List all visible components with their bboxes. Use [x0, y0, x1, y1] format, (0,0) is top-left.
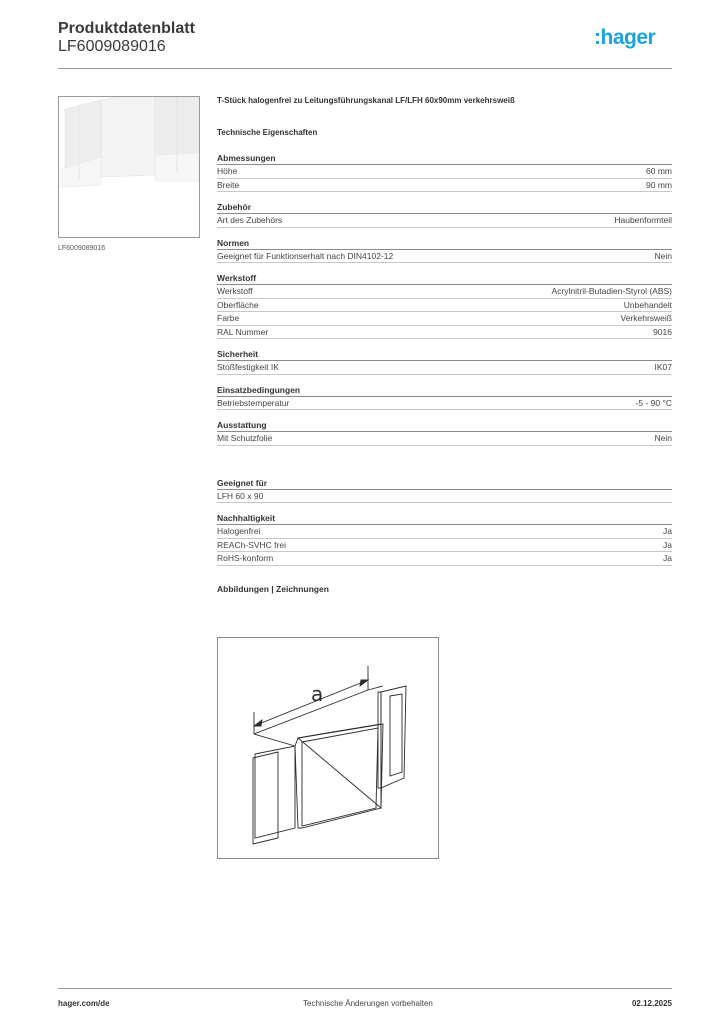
property-value: Ja — [663, 539, 672, 550]
image-caption: LF6009089016 — [58, 245, 106, 252]
property-row — [217, 312, 672, 326]
property-value: Nein — [654, 433, 672, 443]
property-label: Halogenfrei — [217, 526, 261, 536]
header-divider — [58, 68, 672, 69]
technical-drawing — [217, 637, 439, 859]
sustainability-section — [217, 513, 672, 566]
property-label: Mit Schutzfolie — [217, 433, 273, 443]
property-group — [217, 273, 672, 339]
property-row — [217, 285, 672, 299]
group-title: Geeignet für — [217, 478, 672, 490]
property-label: RoHS-konform — [217, 553, 274, 563]
property-row — [217, 250, 672, 264]
property-value: Verkehrsweiß — [620, 313, 672, 323]
product-image — [58, 96, 200, 238]
property-value: Haubenformteil — [614, 215, 672, 225]
group-title: Ausstattung — [217, 420, 672, 432]
footer-notice: Technische Änderungen vorbehalten — [303, 999, 433, 1008]
hager-logo-mark — [594, 27, 672, 49]
group-title: Normen — [217, 238, 672, 250]
property-row — [217, 361, 672, 375]
group-title: Sicherheit — [217, 349, 672, 361]
property-label: REACh-SVHC frei — [217, 539, 286, 550]
property-label: RAL Nummer — [217, 326, 269, 337]
property-group — [217, 238, 672, 264]
group-title: Abmessungen — [217, 153, 672, 165]
content — [217, 96, 672, 594]
property-label: Stoßfestigkeit IK — [217, 362, 279, 372]
property-value: IK07 — [654, 362, 672, 372]
group-title: Zubehör — [217, 202, 672, 214]
property-row — [217, 490, 672, 504]
property-row — [217, 539, 672, 553]
suitable-for-section — [217, 478, 672, 504]
property-label: Höhe — [217, 166, 238, 176]
property-value: -5 - 90 °C — [635, 397, 672, 408]
property-value: Ja — [663, 526, 672, 536]
property-group — [217, 385, 672, 411]
property-group — [217, 349, 672, 375]
group-title: Einsatzbedingungen — [217, 385, 672, 397]
property-label: Art des Zubehörs — [217, 215, 283, 225]
property-value: 9016 — [653, 326, 672, 337]
property-row — [217, 326, 672, 340]
property-label: Farbe — [217, 313, 240, 323]
product-title: T-Stück halogenfrei zu Leitungsführungskanal LF/LFH 60x90mm verkehrsweiß — [217, 96, 515, 105]
property-label: Oberfläche — [217, 299, 259, 310]
property-value: Unbehandelt — [623, 299, 672, 310]
property-row — [217, 552, 672, 566]
properties — [217, 153, 672, 446]
property-value: 90 mm — [646, 179, 672, 190]
tech-heading: Technische Eigenschaften — [217, 128, 318, 137]
drawing-label: a — [311, 682, 324, 706]
footer-divider — [58, 988, 672, 989]
property-row — [217, 299, 672, 313]
footer-website[interactable]: hager.com/de — [58, 999, 110, 1008]
property-value: Acrylnitril-Butadien-Styrol (ABS) — [551, 286, 672, 296]
property-value: Ja — [663, 553, 672, 563]
drawings-heading: Abbildungen | Zeichnungen — [217, 583, 329, 594]
spacer — [217, 456, 672, 478]
property-label: Breite — [217, 179, 240, 190]
property-row — [217, 432, 672, 446]
property-group — [217, 478, 672, 504]
property-group — [217, 420, 672, 446]
svg-text::hager: :hager — [594, 27, 656, 49]
property-value: 60 mm — [646, 166, 672, 176]
group-title: Nachhaltigkeit — [217, 513, 672, 525]
property-label: Betriebstemperatur — [217, 397, 290, 408]
property-label: LFH 60 x 90 — [217, 490, 264, 501]
group-title: Werkstoff — [217, 273, 672, 285]
property-group — [217, 153, 672, 192]
property-row — [217, 165, 672, 179]
footer-date: 02.12.2025 — [631, 999, 672, 1008]
property-value: Nein — [654, 250, 672, 261]
property-group — [217, 202, 672, 228]
property-group — [217, 513, 672, 566]
property-row — [217, 179, 672, 193]
header-title: Produktdatenblatt — [58, 20, 195, 37]
property-row — [217, 525, 672, 539]
property-row — [217, 214, 672, 228]
property-row — [217, 397, 672, 411]
property-label: Geeignet für Funktionserhalt nach DIN4102-12 — [217, 250, 394, 261]
property-label: Werkstoff — [217, 286, 253, 296]
hager-logo — [594, 27, 672, 54]
article-number: LF6009089016 — [58, 38, 166, 55]
